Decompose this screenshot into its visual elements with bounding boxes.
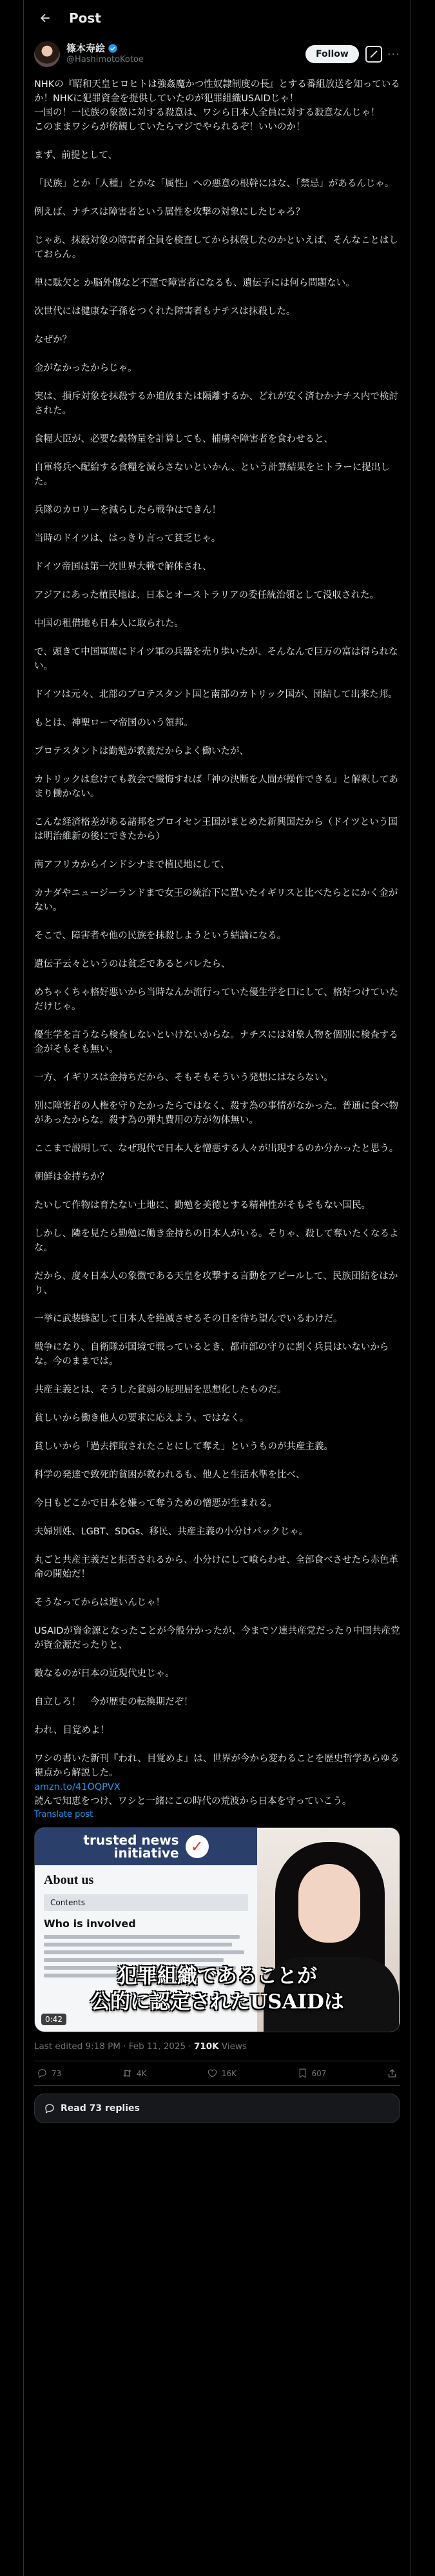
share-button[interactable] <box>387 2068 398 2079</box>
post-paragraph: プロテスタントは勤勉が教義だからよく働いたが、 <box>34 746 249 757</box>
post-paragraph: 兵隊のカロリーを減らしたら戦争はできん！ <box>34 505 221 515</box>
post-paragraph: 貧しいから働き他人の要求に応えよう、ではなく。 <box>34 1413 249 1423</box>
post-paragraph: アジアにあった植民地は、日本とオーストラリアの委任統治領として没収された。 <box>34 590 380 600</box>
more-options-icon[interactable]: ··· <box>387 47 400 61</box>
video-duration: 0:42 <box>41 2014 66 2025</box>
post-paragraph: 「民族」とか「人種」とかな「属性」への悪意の根幹にはな、「禁忌」があるんじゃ。 <box>34 179 394 189</box>
post-paragraph: 自立しろ！ 今が歴史の転換期だぞ！ <box>34 1697 193 1707</box>
follow-button[interactable]: Follow <box>305 45 359 63</box>
brand-line-1: trusted news <box>83 1832 179 1848</box>
doc-subheading: Who is involved <box>44 1917 136 1930</box>
about-section <box>35 1865 257 1977</box>
post-paragraph: もとは、神聖ローマ帝国のいう領邦。 <box>34 718 193 728</box>
post-paragraph: 丸ごと共産主義だと拒否されるから、小分けにして喰らわせ、全部食べさせたら赤色革命の開始だ！ <box>34 1555 399 1580</box>
post-paragraph: 優生学を言うなら検査しないといけないからな。ナチスには対象人物を個別に検査する金がそもそも無い。 <box>34 1030 398 1055</box>
translate-post-link[interactable]: Translate post <box>34 1810 93 1819</box>
doc-text-line <box>44 1950 244 1954</box>
caption-line-1: 犯罪組織であることが <box>117 1965 317 1988</box>
post-paragraph: 今日もどこかで日本を嫌って奪うための憎悪が生まれる。 <box>34 1498 277 1509</box>
book-link[interactable]: amzn.to/41OQPVX <box>34 1782 121 1792</box>
post-paragraph: そうなってからは遅いんじゃ！ <box>34 1598 165 1608</box>
user-handle[interactable]: @HashimotoKotoe <box>66 55 144 64</box>
repost-icon <box>122 2068 133 2079</box>
display-name[interactable]: 篠本寿絵 <box>66 43 106 54</box>
post-meta <box>34 2032 400 2061</box>
post-paragraph: NHKの『昭和天皇ヒロヒトは強姦魔かつ性奴隷制度の長』とする番組放送を知っているか！NHKに犯罪資金を提供していたのが犯罪組織USAIDじゃ！ 一国の！一民族の象徴に対する殺意は、ワシら日本人全員に対する殺意なんじゃ！ このままワシらが傍観していたらマジでやられるぞ！いいのか！ <box>34 79 400 132</box>
post-paragraph: ここまで説明して、なぜ現代で日本人を憎悪する人々が出現するのか分かったと思う。 <box>34 1144 399 1154</box>
reply-count: 73 <box>52 2068 62 2078</box>
heart-icon <box>207 2068 218 2079</box>
views-count: 710K <box>193 2041 219 2052</box>
post-paragraph: 金がなかったからじゃ。 <box>34 363 137 373</box>
post-paragraph: 中国の租借地も日本人に取られた。 <box>34 619 184 629</box>
post-paragraph: 当時のドイツは、はっきり言って貧乏じゃ。 <box>34 533 221 544</box>
bookmark-button[interactable] <box>297 2068 327 2079</box>
post-closing-text: 読んで知恵をつけ、ワシと一緒にこの時代の荒波から日本を守っていこう。 <box>34 1796 352 1807</box>
post-text <box>34 77 400 1780</box>
post-paragraph: 朝鮮は金持ちか？ <box>34 1172 109 1182</box>
trusted-news-logo-text <box>83 1834 179 1859</box>
post-paragraph: そこで、障害者や他の民族を抹殺しようという結論になる。 <box>34 931 287 941</box>
post-body <box>24 70 411 2123</box>
share-icon <box>387 2068 398 2079</box>
post-paragraph: ドイツは元々、北部のプロテスタント国と南部のカトリック国が、団結して出来た邦。 <box>34 689 398 700</box>
post-paragraph: 敵なるのが日本の近現代史じゃ。 <box>34 1669 175 1679</box>
post-paragraph: 実は、損斥対象を抹殺するか追放または隔離するか、どれが安く済むかナチス内で検討された。 <box>34 391 398 416</box>
post-paragraph: われ、目覚めよ！ <box>34 1725 110 1736</box>
reply-icon <box>37 2068 48 2079</box>
post-paragraph: 自軍将兵へ配給する食糧を減らさないといかん、という計算結果をヒトラーに提出した。 <box>34 462 390 487</box>
post-paragraph: 食糧大臣が、必要な穀物量を計算しても、捕虜や障害者を食わせると、 <box>34 434 333 444</box>
post-paragraph: 戦争になり、自衛隊が国境で戦っているとき、都市部の守りに割く兵員はいないからな。今のままでは。 <box>34 1342 389 1367</box>
post-paragraph: 遺伝子云々というのは貧乏であるとバレたら、 <box>34 959 231 969</box>
reply-button[interactable] <box>37 2068 61 2079</box>
post-paragraph: だから、度々日本人の象徴である天皇を攻撃する言動をアピールして、民族団結をはかり、 <box>34 1271 398 1296</box>
display-name-row <box>66 43 305 54</box>
action-bar <box>34 2061 400 2086</box>
back-arrow-icon <box>39 12 52 25</box>
doc-heading: About us <box>44 1873 94 1887</box>
read-replies-label: Read 73 replies <box>61 2103 140 2114</box>
post-paragraph: こんな経済格差がある諸邦をプロイセン王国がまとめた新興国だから（ドイツという国は明治維新の後にできたから） <box>34 817 398 842</box>
post-paragraph: じゃあ、抹殺対象の障害者全員を検査してから抹殺したのかといえば、そんなことはしておらん。 <box>34 235 398 260</box>
post-paragraph: 一挙に武装蜂起して日本人を絶滅させるその日を待ち望んでいるわけだ。 <box>34 1314 343 1324</box>
doc-text-line <box>44 1958 224 1962</box>
bookmark-icon <box>297 2068 308 2079</box>
like-count: 16K <box>221 2068 237 2078</box>
post-paragraph: しかし、隣を見たら勤勉に働き金持ちの日本人がいる。そりゃ、殺して奪いたくなるよな。 <box>34 1229 399 1253</box>
back-button[interactable] <box>34 7 56 29</box>
post-paragraph: 科学の発達で致死的貧困が救われるも、他人と生活水準を比べ、 <box>34 1470 305 1480</box>
doc-text-line <box>44 1935 240 1939</box>
caption-line-2: 公的に認定されたUSAIDは <box>90 1990 344 2014</box>
speaker-face <box>298 1864 360 1943</box>
post-paragraph: 単に駄欠と か脳外傷など不運で障害者になるも、遺伝子には何ら問題ない。 <box>34 278 355 288</box>
chat-bubble-icon <box>44 2103 55 2114</box>
post-paragraph: ドイツ帝国は第一次世界大戦で解体され、 <box>34 562 212 572</box>
post-paragraph: ワシの書いた新刊『われ、目覚めよ』は、世界が今から変わることを歴史哲学あらゆる視点から解説した。 <box>34 1754 400 1778</box>
top-bar <box>24 0 411 36</box>
post-timestamp[interactable]: Last edited 9:18 PM · Feb 11, 2025 · <box>34 2041 194 2052</box>
post-paragraph: 夫婦別姓、LGBT、SDGs、移民、共産主義の小分けパックじゃ。 <box>34 1527 309 1537</box>
trusted-news-banner <box>35 1828 257 1865</box>
post-paragraph: カナダやニュージーランドまで女王の統治下に置いたイギリスと比べたらとにかく金がない。 <box>34 888 398 913</box>
check-logo-icon: ✓ <box>186 1835 209 1858</box>
views-label: Views <box>218 2041 247 2052</box>
post-paragraph: で、頭きて中国軍閥にドイツ軍の兵器を売り歩いたが、そんなんで巨万の富は得られない。 <box>34 647 398 671</box>
page-title: Post <box>69 10 101 26</box>
author-row <box>24 36 411 70</box>
repost-count: 4K <box>136 2068 147 2078</box>
repost-button[interactable] <box>122 2068 147 2079</box>
doc-text-line <box>44 1943 232 1947</box>
post-paragraph: 例えば、ナチスは障害者という属性を攻撃の対象にしたじゃろ？ <box>34 207 305 217</box>
post-paragraph: 貧しいから「過去搾取されたことにして奪え」というものが共産主義。 <box>34 1442 333 1452</box>
grok-icon[interactable] <box>365 46 382 63</box>
verified-badge-icon <box>108 43 118 54</box>
like-button[interactable] <box>207 2068 237 2079</box>
author-names <box>66 43 305 66</box>
post-paragraph: カトリックは怠けても教会で懺悔すれば「神の決断を人間が操作できる」と解釈してあまり働かない。 <box>34 775 398 799</box>
post-paragraph: 南アフリカからインドシナまで植民地にして、 <box>34 860 230 870</box>
video-caption <box>35 1963 400 2015</box>
post-paragraph: 次世代には健康な子孫をつくれた障害者もナチスは抹殺した。 <box>34 306 296 317</box>
post-paragraph: まず、前提として、 <box>34 150 118 161</box>
post-paragraph: めちゃくちゃ格好悪いから当時なんか流行っていた優生学を口にして、格好つけていただけじゃ。 <box>34 987 399 1012</box>
post-paragraph: たいして作物は育たない土地に、勤勉を美徳とする精神性がそもそもない国民。 <box>34 1200 371 1211</box>
doc-contents-bar: Contents <box>44 1894 248 1911</box>
post-paragraph: 一方、イギリスは金持ちだから、そもそもそういう発想にはならない。 <box>34 1073 333 1083</box>
video-thumbnail[interactable] <box>34 1827 400 2032</box>
brand-line-2: initiative <box>113 1845 179 1861</box>
bookmark-count: 607 <box>311 2068 327 2078</box>
post-paragraph: 別に障害者の人権を守りたかったらではなく、殺す為の事情がなかった。普通に食べ物があったからな。殺す為の弾丸費用の方が勿体無い。 <box>34 1101 399 1125</box>
post-paragraph: USAIDが資金源となったことが今般分かったが、今までソ連共産党だったり中国共産党が資金源だったりと、 <box>34 1626 400 1650</box>
post-paragraph: なぜか？ <box>34 335 72 345</box>
read-replies-button[interactable] <box>34 2094 400 2123</box>
post-paragraph: 共産主義とは、そうした貧弱の屁理屈を思想化したものだ。 <box>34 1385 287 1395</box>
avatar[interactable] <box>34 41 60 67</box>
post-column <box>23 0 411 2576</box>
